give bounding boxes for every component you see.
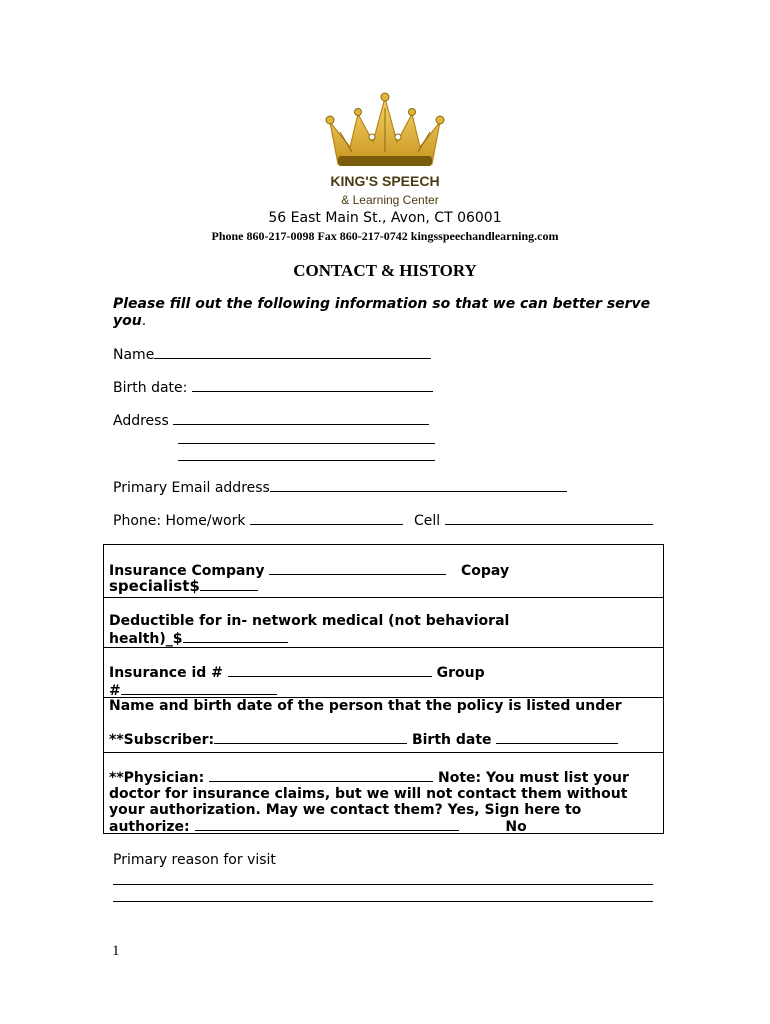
insurance-company-label: Insurance Company: [109, 563, 265, 579]
address-line-3[interactable]: [178, 460, 435, 461]
authorize-label: authorize:: [109, 819, 190, 835]
physician-note-line-3: your authorization. May we contact them? Yes, Sign here to: [109, 802, 582, 818]
intro-line-end: you: [113, 313, 142, 329]
group-line[interactable]: [121, 682, 277, 695]
address-label: Address: [113, 413, 169, 429]
deductible-row[interactable]: [109, 613, 509, 648]
deductible-line[interactable]: [183, 630, 288, 643]
phone-field[interactable]: [113, 512, 403, 529]
cell-label: Cell: [414, 513, 441, 529]
copay-label: Copay: [461, 563, 510, 579]
logo-subtitle: & Learning Center: [341, 193, 439, 207]
contact-line: Phone 860-217-0098 Fax 860-217-0742 kingsspeechandlearning.com: [211, 229, 559, 243]
insurance-id-label: Insurance id #: [109, 665, 223, 681]
specialist-row[interactable]: [109, 578, 258, 595]
group-hash: #: [109, 683, 121, 699]
no-option[interactable]: No: [505, 819, 527, 835]
phone-label: Phone: Home/work: [113, 513, 246, 529]
birth-date-field[interactable]: [113, 379, 433, 396]
phone-line[interactable]: [250, 512, 403, 525]
email-field[interactable]: [113, 479, 567, 496]
address-line-2[interactable]: [178, 443, 435, 444]
email-label: Primary Email address: [113, 480, 270, 496]
name-label: Name: [113, 347, 155, 363]
address-field[interactable]: [113, 412, 429, 429]
intro-period: .: [141, 313, 147, 329]
physician-line[interactable]: [209, 769, 433, 782]
physician-note-label: Note: You must list your: [438, 770, 629, 786]
insurance-id-row[interactable]: [109, 664, 485, 700]
page-title: CONTACT & HISTORY: [293, 261, 477, 280]
deductible-label-2: health)_$: [109, 631, 183, 647]
cell-line[interactable]: [445, 512, 653, 525]
birth-date-line[interactable]: [192, 379, 433, 392]
email-line[interactable]: [270, 479, 567, 492]
insurance-id-line[interactable]: [228, 664, 432, 677]
specialist-label: specialist$: [109, 577, 200, 595]
logo-title: KING'S SPEECH: [330, 173, 440, 189]
name-field[interactable]: [113, 346, 431, 363]
subscriber-birth-line[interactable]: [496, 731, 618, 744]
subscriber-birth-label: Birth date: [411, 732, 492, 748]
reason-line-1[interactable]: [113, 884, 653, 885]
intro-text: [113, 296, 673, 330]
reason-line-2[interactable]: [113, 901, 653, 902]
group-label: Group: [436, 665, 485, 681]
page-number: 1: [112, 943, 120, 959]
subscriber-line[interactable]: [214, 731, 407, 744]
insurance-box: [103, 544, 664, 834]
physician-row[interactable]: [109, 769, 629, 787]
physician-note-line-2: doctor for insurance claims, but we will not contact them without: [109, 786, 628, 802]
authorize-row[interactable]: [109, 818, 527, 836]
subscriber-label: **Subscriber:: [109, 732, 215, 748]
insurance-separator: [104, 752, 663, 753]
subscriber-row[interactable]: [109, 731, 618, 749]
physician-label: **Physician:: [109, 770, 205, 786]
insurance-company-line[interactable]: [269, 562, 446, 575]
insurance-separator: [104, 597, 663, 598]
crown-icon: [318, 92, 452, 210]
cell-field[interactable]: [414, 512, 653, 529]
kings-speech-logo: [318, 92, 452, 210]
reason-label: Primary reason for visit: [113, 852, 276, 868]
policy-person-label: Name and birth date of the person that the policy is listed under: [109, 698, 622, 714]
name-line[interactable]: [154, 346, 431, 359]
intro-line: Please fill out the following information so that we can better serve: [113, 296, 651, 312]
address-line: 56 East Main St., Avon, CT 06001: [268, 210, 502, 226]
insurance-separator: [104, 647, 663, 648]
address-line-1[interactable]: [173, 412, 429, 425]
authorize-signature-line[interactable]: [195, 818, 459, 831]
specialist-line[interactable]: [200, 578, 258, 591]
deductible-label: Deductible for in- network medical (not behavioral: [109, 613, 510, 629]
birth-date-label: Birth date:: [113, 380, 188, 396]
